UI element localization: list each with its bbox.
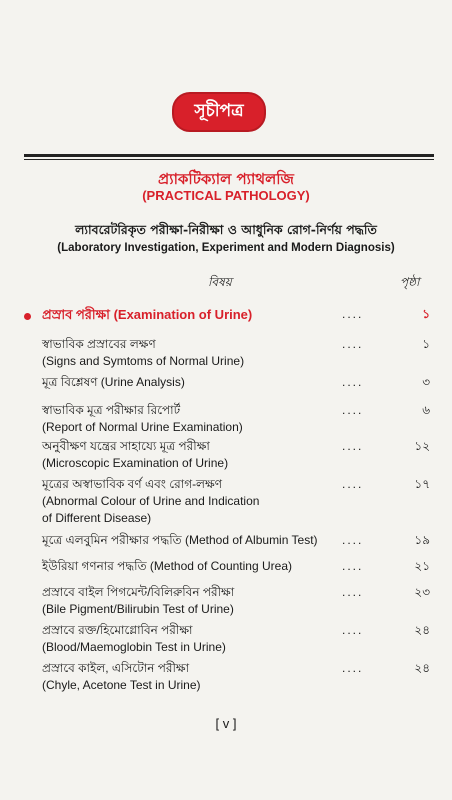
toc-page-number: ১৯ <box>414 533 430 547</box>
toc-entry <box>42 402 430 436</box>
toc-entry-text: of Different Disease) <box>42 511 152 525</box>
toc-page-number: ১ <box>422 337 430 351</box>
toc-leader-dots: .... <box>342 585 364 599</box>
subtitle-english: (Laboratory Investigation, Experiment and Modern Diagnosis) <box>57 242 395 254</box>
column-header-subject: বিষয় <box>208 275 232 289</box>
column-header-page: পৃষ্ঠা <box>400 275 420 289</box>
toc-entry-text: অনুবীক্ষণ যন্ত্রের সাহায্যে মূত্র পরীক্ষা <box>42 439 210 453</box>
toc-entry <box>42 306 430 323</box>
divider-thick <box>24 154 434 157</box>
toc-entry <box>42 660 430 694</box>
toc-leader-dots: .... <box>342 477 364 491</box>
subtitle-bengali: ল্যাবরেটরিকৃত পরীক্ষা-নিরীক্ষা ও আধুনিক রোগ-নির্ণয় পদ্ধতি <box>75 222 377 237</box>
toc-entry <box>42 476 430 527</box>
bullet-icon <box>24 313 31 320</box>
toc-entry-text: ইউরিয়া গণনার পদ্ধতি (Method of Counting Urea) <box>42 559 292 573</box>
toc-entry-text: মূত্রের অস্বাভাবিক বর্ণ এবং রোগ-লক্ষণ <box>42 477 222 491</box>
toc-entry <box>42 558 430 575</box>
toc-page-number: ২১ <box>414 559 430 573</box>
contents-badge: সূচীপত্র <box>172 92 266 132</box>
toc-entry-text: প্রস্রাবে বাইল পিগমেন্ট/বিলিরুবিন পরীক্ষা <box>42 585 235 599</box>
toc-leader-dots: .... <box>342 439 364 453</box>
toc-page-number: ৬ <box>422 403 430 417</box>
page-number: [ v ] <box>215 716 237 731</box>
title-bengali: প্র্যাকটিক্যাল প্যাথলজি <box>158 170 294 188</box>
toc-entry <box>42 584 430 618</box>
toc-entry-text: (Blood/Maemoglobin Test in Urine) <box>42 640 226 654</box>
toc-leader-dots: .... <box>342 533 364 547</box>
divider-thin <box>24 159 434 160</box>
toc-entry-text: মূত্রে এলবুমিন পরীক্ষার পদ্ধতি (Method of Albumin Test) <box>42 533 318 547</box>
toc-entry-text: মূত্র বিশ্লেষণ (Urine Analysis) <box>42 375 185 389</box>
toc-page-number: ২৩ <box>414 585 430 599</box>
toc-entry-text: স্বাভাবিক প্রস্রাবের লক্ষণ <box>42 337 156 351</box>
toc-entry-text: (Report of Normal Urine Examination) <box>42 420 243 434</box>
toc-entry-text: প্রস্রাবে রক্ত/হিমোগ্লোবিন পরীক্ষা <box>42 623 193 637</box>
toc-leader-dots: .... <box>342 375 364 389</box>
toc-leader-dots: .... <box>342 403 364 417</box>
toc-entry <box>42 438 430 472</box>
toc-entry-text: প্রস্রাবে কাইল, এসিটোন পরীক্ষা <box>42 661 190 675</box>
toc-entry-text: (Bile Pigment/Bilirubin Test of Urine) <box>42 602 234 616</box>
toc-page-number: ২৪ <box>414 661 430 675</box>
toc-leader-dots: .... <box>342 559 364 573</box>
toc-leader-dots: .... <box>342 337 364 351</box>
title-english: (PRACTICAL PATHOLOGY) <box>142 188 310 203</box>
toc-page-number: ১২ <box>414 439 430 453</box>
toc-entry-text: স্বাভাবিক মূত্র পরীক্ষার রিপোর্ট <box>42 403 181 417</box>
toc-entry <box>42 532 430 549</box>
toc-leader-dots: .... <box>342 623 364 637</box>
toc-entry-text: (Microscopic Examination of Urine) <box>42 456 229 470</box>
toc-entry <box>42 622 430 656</box>
toc-page-number: ১৭ <box>414 477 430 491</box>
toc-entry-text: (Abnormal Colour of Urine and Indication <box>42 494 260 508</box>
toc-leader-dots: .... <box>342 661 364 675</box>
toc-entry-text: (Signs and Symtoms of Normal Urine) <box>42 354 245 368</box>
toc-page-number: ৩ <box>422 375 430 389</box>
toc-entry-text: প্রস্রাব পরীক্ষা (Examination of Urine) <box>42 307 253 322</box>
toc-entry <box>42 374 430 391</box>
toc-entry-text: (Chyle, Acetone Test in Urine) <box>42 678 201 692</box>
toc-page-number: ১ <box>422 307 430 321</box>
toc-entry <box>42 336 430 370</box>
toc-page-number: ২৪ <box>414 623 430 637</box>
toc-leader-dots: .... <box>342 307 364 321</box>
